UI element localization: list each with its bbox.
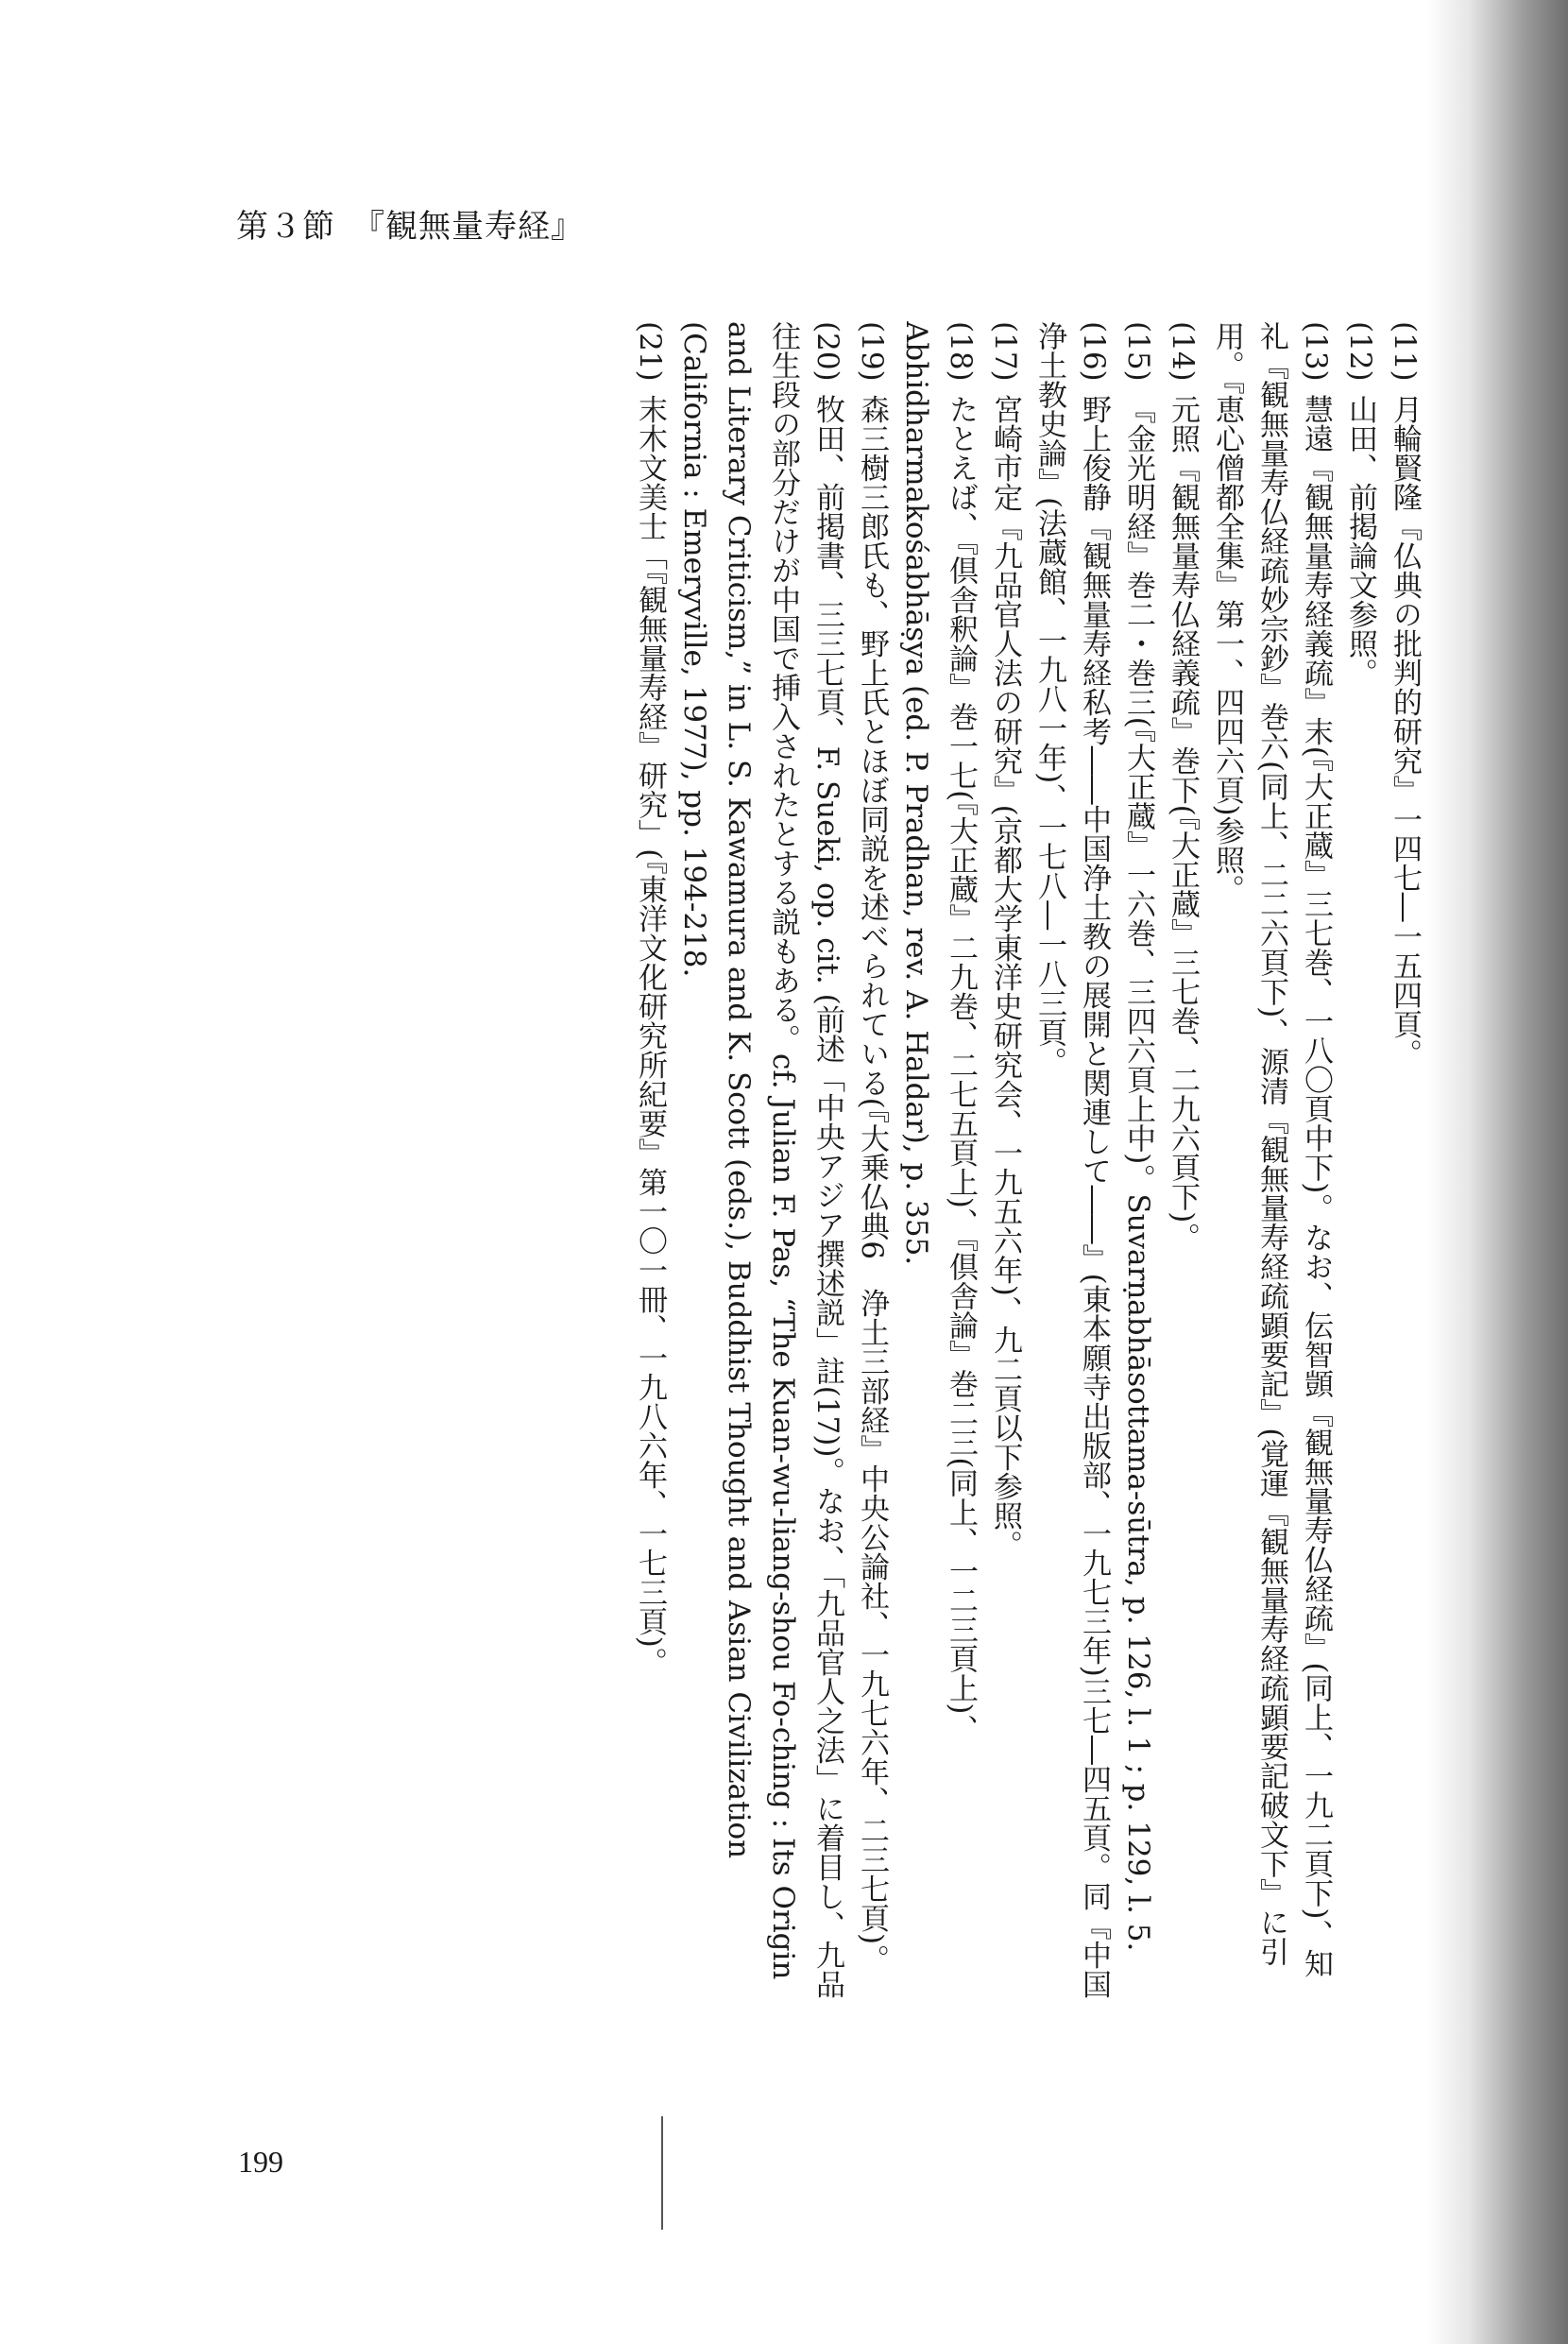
footnote-text: 末木文美士「『観無量寿経』研究」(『東洋文化研究所紀要』第一〇一冊、一九八六年、一七三頁)。 — [633, 394, 667, 1677]
footnote-number: (21) — [633, 321, 667, 382]
margin-mark — [661, 2116, 663, 2230]
footnote-16 — [1027, 321, 1116, 2003]
footnote-21 — [627, 321, 672, 2003]
footnote-15 — [1116, 321, 1160, 2003]
footnote-text: 牧田、前掲書、三三七頁、F. Sueki, op. cit. (前述「中央アジア撰述説」註(17))。なお、「九品官人之法」に着目し、九品往生段の部分だけが中国で挿入されたとする説もある。cf. Julian F. Pas, “The Kuan-wu-liang-shou Fo-ching : Its Origin and Literary Criticism,” in L. S. Kawamura and K. Scott (eds.), Buddhist Thought and Asian Civilization (California : Emeryville, 1977), pp. 194-218. — [677, 321, 844, 1999]
footnotes-column — [387, 321, 1426, 2003]
footnote-text: 野上俊静『観無量寿経私考――中国浄土教の展開と関連して――』(東本願寺出版部、一九七三年)三七―四五頁。同『中国浄土教史論』(法蔵館、一九八一年)、一七八―一八三頁。 — [1032, 321, 1111, 1999]
scan-edge-shadow — [1426, 0, 1568, 2344]
footnote-12 — [1338, 321, 1382, 2003]
footnote-18 — [894, 321, 982, 2003]
footnote-17 — [982, 321, 1027, 2003]
footnote-text: たとえば、『倶舎釈論』巻一七(『大正蔵』二九巻、二七五頁上)、『倶舎論』巻二三(同上、一二三頁上)、Abhidharmakośabhāṣya (ed. P. Pradhan, rev. A. Haldar), p. 355. — [899, 321, 978, 1744]
footnote-number: (17) — [988, 321, 1022, 382]
footnote-14 — [1160, 321, 1204, 2003]
footnote-text: 慧遠『観無量寿経義疏』末(『大正蔵』三七巻、一八〇頁中下)。なお、伝智顗『観無量寿仏経疏』(同上、一九二頁下)、知礼『観無量寿仏経疏妙宗鈔』巻六(同上、二二六頁下)、源清『観無量寿経疏顕要記』(覚運『観無量寿経疏顕要記破文下』に引用。『恵心僧都全集』第一、四四六頁)参照。 — [1210, 321, 1333, 1978]
footnote-number: (15) — [1121, 321, 1155, 382]
footnote-text: 山田、前掲論文参照。 — [1343, 394, 1377, 688]
footnote-number: (12) — [1343, 321, 1377, 382]
footnote-text: 月輪賢隆『仏典の批判的研究』一四七―一五四頁。 — [1388, 394, 1422, 1069]
footnote-number: (13) — [1299, 321, 1333, 382]
page-number: 199 — [238, 2145, 283, 2179]
footnote-number: (19) — [855, 321, 889, 382]
footnote-number: (18) — [944, 321, 978, 382]
footnote-13 — [1204, 321, 1338, 2003]
footnote-text: 『金光明経』巻二・巻三(『大正蔵』一六巻、三四六頁上中)。Suvarṇabhāsottama-sūtra, p. 126, l. 1 ; p. 129, l. 5. — [1121, 394, 1155, 1952]
footnote-11 — [1382, 321, 1426, 2003]
section-header: 第３節 『観無量寿経』 — [236, 208, 584, 246]
footnote-text: 森三樹三郎氏も、野上氏とほぼ同説を述べられている(『大乗仏典6 浄土三部経』中央公論社、一九七六年、二三七頁)。 — [855, 394, 889, 1975]
footnote-number: (11) — [1388, 321, 1422, 382]
footnote-text: 元照『観無量寿仏経義疏』巻下(『大正蔵』三七巻、二九六頁下)。 — [1166, 394, 1200, 1253]
footnote-text: 宮崎市定『九品官人法の研究』(京都大学東洋史研究会、一九五六年)、九二頁以下参照。 — [988, 394, 1022, 1560]
footnote-number: (14) — [1166, 321, 1200, 382]
footnote-19 — [849, 321, 894, 2003]
footnote-number: (16) — [1077, 321, 1111, 382]
footnote-20 — [672, 321, 849, 2003]
footnote-number: (20) — [810, 321, 844, 382]
